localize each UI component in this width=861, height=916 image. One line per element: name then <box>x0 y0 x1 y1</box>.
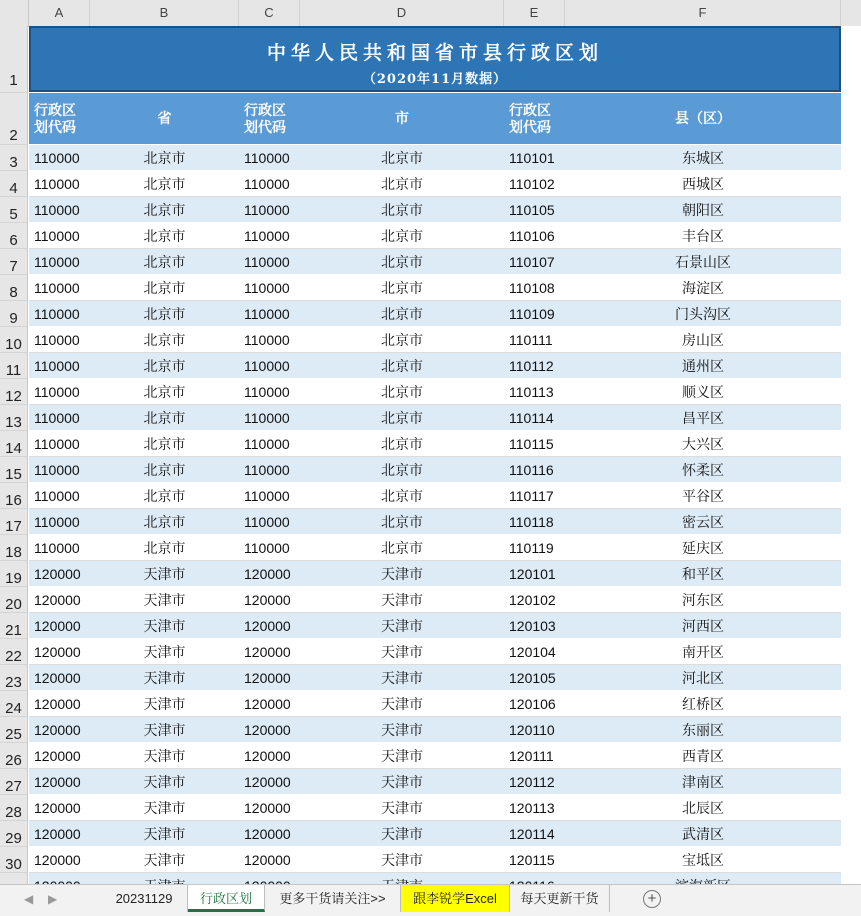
row-header[interactable]: 13 <box>0 405 28 431</box>
cell-e[interactable]: 120114 <box>509 826 555 842</box>
cell-b[interactable]: 天津市 <box>143 696 186 712</box>
cell-a[interactable]: 120000 <box>34 670 81 686</box>
cell-f[interactable]: 怀柔区 <box>682 462 724 478</box>
row-header-1[interactable]: 1 <box>0 26 28 93</box>
cell-f[interactable]: 河西区 <box>682 618 724 634</box>
header-province[interactable] <box>90 93 239 144</box>
cell-b[interactable]: 北京市 <box>143 228 186 244</box>
table-row <box>29 483 841 509</box>
cell-f[interactable]: 西城区 <box>682 176 724 192</box>
sheet-tab[interactable]: 更多干货请关注>> <box>265 885 401 912</box>
select-all-corner[interactable] <box>0 0 29 26</box>
cell-f[interactable]: 密云区 <box>682 514 724 530</box>
sheet-tab[interactable]: 20231129 <box>101 885 188 912</box>
cell-b[interactable]: 天津市 <box>143 774 186 790</box>
table-row <box>29 613 841 639</box>
cell-a[interactable]: 110000 <box>34 176 80 192</box>
column-header-e[interactable]: E <box>504 0 565 26</box>
cell-e[interactable]: 110108 <box>509 280 555 296</box>
cell-d[interactable]: 北京市 <box>381 202 423 218</box>
cell-a[interactable]: 110000 <box>34 306 80 322</box>
triangle-right-icon[interactable]: ▶ <box>48 892 58 906</box>
cell-e[interactable]: 120111 <box>509 748 554 764</box>
cell-d[interactable]: 天津市 <box>381 592 423 608</box>
cell-b[interactable]: 北京市 <box>143 514 186 530</box>
cell-a[interactable]: 120000 <box>34 774 81 790</box>
cell-b[interactable]: 北京市 <box>143 488 186 504</box>
row-header[interactable]: 16 <box>0 483 28 509</box>
cell-b[interactable]: 天津市 <box>143 592 186 608</box>
cell-c[interactable]: 110000 <box>244 436 290 452</box>
cell-e[interactable]: 120110 <box>509 722 555 738</box>
sheet-tab[interactable]: 行政区划 <box>188 885 265 912</box>
table-row <box>29 457 841 483</box>
column-header-c[interactable]: C <box>239 0 300 26</box>
row-header[interactable]: 15 <box>0 457 28 483</box>
cell-a[interactable]: 110000 <box>34 254 80 270</box>
cell-f[interactable]: 顺义区 <box>682 384 724 400</box>
table-row <box>29 275 841 301</box>
column-header-a[interactable]: A <box>29 0 90 26</box>
cell-d[interactable]: 北京市 <box>381 410 423 426</box>
header-code-county[interactable] <box>509 93 569 144</box>
row-header[interactable]: 11 <box>0 353 28 379</box>
row-header-2[interactable]: 2 <box>0 93 28 145</box>
table-row <box>29 691 841 717</box>
sheet-tab[interactable]: 每天更新干货 <box>510 885 610 912</box>
cell-f[interactable]: 武清区 <box>682 826 724 842</box>
cell-c[interactable]: 110000 <box>244 410 290 426</box>
cell-e[interactable]: 110109 <box>509 306 555 322</box>
cell-a[interactable]: 110000 <box>34 202 80 218</box>
cell-d[interactable]: 北京市 <box>381 332 423 348</box>
cell-c[interactable]: 110000 <box>244 514 290 530</box>
cell-e[interactable]: 110101 <box>509 150 555 166</box>
cell-b[interactable]: 北京市 <box>143 306 186 322</box>
cell-a[interactable]: 120000 <box>34 800 81 816</box>
row-header[interactable]: 14 <box>0 431 28 457</box>
cell-a[interactable]: 120000 <box>34 566 81 582</box>
cell-e[interactable]: 110112 <box>509 358 554 374</box>
table-row <box>29 665 841 691</box>
cell-c[interactable]: 120000 <box>244 800 291 816</box>
cell-c[interactable]: 120000 <box>244 774 291 790</box>
cell-d[interactable]: 北京市 <box>381 462 423 478</box>
cell-c[interactable]: 110000 <box>244 306 290 322</box>
table-row <box>29 561 841 587</box>
row-header[interactable]: 9 <box>0 301 28 327</box>
row-header[interactable]: 19 <box>0 561 28 587</box>
row-header[interactable]: 8 <box>0 275 28 301</box>
cell-e[interactable]: 120106 <box>509 696 556 712</box>
row-header[interactable]: 18 <box>0 535 28 561</box>
column-header-d[interactable]: D <box>300 0 504 26</box>
cell-a[interactable]: 110000 <box>34 280 80 296</box>
cell-f[interactable]: 房山区 <box>682 332 724 348</box>
table-row <box>29 431 841 457</box>
row-header[interactable]: 10 <box>0 327 28 353</box>
cell-e[interactable]: 110116 <box>509 462 554 478</box>
cell-f[interactable]: 平谷区 <box>682 488 724 504</box>
cell-e[interactable]: 120102 <box>509 592 556 608</box>
header-text: 划代码 <box>509 118 551 135</box>
header-text: 划代码 <box>244 118 286 135</box>
sheet-title: 中华人民共和国省市县行政区划 <box>266 42 603 64</box>
sheet-title-cell[interactable] <box>29 26 841 92</box>
cell-b[interactable]: 天津市 <box>143 566 186 582</box>
cell-c[interactable]: 120000 <box>244 696 291 712</box>
table-row <box>29 405 841 431</box>
cell-d[interactable]: 天津市 <box>381 774 423 790</box>
cell-e[interactable]: 120101 <box>509 566 556 582</box>
cell-c[interactable]: 110000 <box>244 254 290 270</box>
cell-e[interactable]: 110117 <box>509 488 554 504</box>
cell-a[interactable]: 120000 <box>34 644 81 660</box>
cell-b[interactable]: 天津市 <box>143 644 186 660</box>
table-row <box>29 795 841 821</box>
cell-b[interactable]: 天津市 <box>143 852 186 868</box>
vertical-scroll-area[interactable] <box>841 26 861 884</box>
cell-b[interactable]: 北京市 <box>143 202 186 218</box>
cell-b[interactable]: 北京市 <box>143 280 186 296</box>
cell-e[interactable]: 110119 <box>509 540 554 556</box>
cell-b[interactable]: 北京市 <box>143 540 186 556</box>
cell-b[interactable]: 天津市 <box>143 800 186 816</box>
cell-d[interactable]: 北京市 <box>381 436 423 452</box>
cell-f[interactable]: 延庆区 <box>682 540 724 556</box>
column-header-bar <box>0 0 861 27</box>
cell-d[interactable]: 北京市 <box>381 150 423 166</box>
cell-e[interactable]: 110113 <box>509 384 554 400</box>
header-city[interactable] <box>300 93 504 144</box>
row-header[interactable]: 6 <box>0 223 28 249</box>
table-row <box>29 717 841 743</box>
cell-a[interactable]: 110000 <box>34 514 80 530</box>
column-header-b[interactable]: B <box>90 0 239 26</box>
cell-c[interactable]: 120000 <box>244 618 291 634</box>
cell-d[interactable]: 天津市 <box>381 852 423 868</box>
cell-a[interactable]: 110000 <box>34 462 80 478</box>
cell-f[interactable]: 石景山区 <box>675 254 731 270</box>
cell-c[interactable]: 120000 <box>244 670 291 686</box>
cell-c[interactable]: 110000 <box>244 280 290 296</box>
header-county[interactable] <box>565 93 841 144</box>
cell-c[interactable]: 110000 <box>244 462 290 478</box>
cell-f[interactable]: 大兴区 <box>682 436 724 452</box>
cell-f[interactable]: 东丽区 <box>682 722 724 738</box>
cell-c[interactable]: 120000 <box>244 826 291 842</box>
cell-e[interactable]: 110118 <box>509 514 554 530</box>
table-row <box>29 249 841 275</box>
cell-a[interactable]: 110000 <box>34 410 80 426</box>
cell-f[interactable]: 红桥区 <box>682 696 724 712</box>
row-header[interactable]: 26 <box>0 743 28 769</box>
table-row <box>29 535 841 561</box>
table-row <box>29 769 841 795</box>
cell-c[interactable]: 120000 <box>244 722 291 738</box>
cell-d[interactable]: 北京市 <box>381 358 423 374</box>
row-header[interactable]: 30 <box>0 847 28 873</box>
cell-a[interactable]: 110000 <box>34 150 80 166</box>
cell-a[interactable]: 120000 <box>34 826 81 842</box>
cell-f[interactable]: 门头沟区 <box>675 306 731 322</box>
cell-f[interactable]: 北辰区 <box>682 800 724 816</box>
cell-d[interactable]: 天津市 <box>381 826 423 842</box>
cell-b[interactable]: 北京市 <box>143 254 186 270</box>
cell-e[interactable]: 110105 <box>509 202 555 218</box>
cell-f[interactable]: 南开区 <box>682 644 724 660</box>
table-row <box>29 743 841 769</box>
cell-e[interactable]: 120104 <box>509 644 556 660</box>
cell-e[interactable]: 120105 <box>509 670 556 686</box>
cell-e[interactable]: 110115 <box>509 436 554 452</box>
table-header-row <box>29 93 841 144</box>
cell-c[interactable]: 120000 <box>244 852 291 868</box>
cell-b[interactable]: 北京市 <box>143 332 186 348</box>
cell-b[interactable]: 北京市 <box>143 150 186 166</box>
cell-c[interactable]: 110000 <box>244 332 290 348</box>
cell-c[interactable]: 110000 <box>244 202 290 218</box>
cell-c[interactable]: 120000 <box>244 644 291 660</box>
cell-f[interactable]: 通州区 <box>682 358 724 374</box>
cell-f[interactable]: 海淀区 <box>682 280 724 296</box>
cell-a[interactable]: 120000 <box>34 852 81 868</box>
data-grid <box>29 145 841 899</box>
cell-e[interactable]: 120115 <box>509 852 555 868</box>
cell-b[interactable]: 天津市 <box>143 748 186 764</box>
cell-a[interactable]: 120000 <box>34 748 81 764</box>
cell-d[interactable]: 天津市 <box>381 644 423 660</box>
row-header[interactable]: 25 <box>0 717 28 743</box>
row-header[interactable]: 23 <box>0 665 28 691</box>
cell-e[interactable]: 110106 <box>509 228 555 244</box>
header-text: 行政区 <box>34 101 76 118</box>
cell-c[interactable]: 110000 <box>244 150 290 166</box>
cell-f[interactable]: 津南区 <box>682 774 724 790</box>
cell-c[interactable]: 110000 <box>244 176 290 192</box>
cell-a[interactable]: 110000 <box>34 488 80 504</box>
cell-c[interactable]: 110000 <box>244 488 290 504</box>
cell-a[interactable]: 120000 <box>34 696 81 712</box>
cell-b[interactable]: 北京市 <box>143 436 186 452</box>
cell-d[interactable]: 北京市 <box>381 488 423 504</box>
cell-b[interactable]: 北京市 <box>143 358 186 374</box>
row-header[interactable]: 24 <box>0 691 28 717</box>
table-row <box>29 327 841 353</box>
cell-d[interactable]: 北京市 <box>381 228 423 244</box>
cell-e[interactable]: 120103 <box>509 618 556 634</box>
table-row <box>29 639 841 665</box>
cell-f[interactable]: 宝坻区 <box>682 852 724 868</box>
header-code-city[interactable] <box>244 93 304 144</box>
cell-d[interactable]: 北京市 <box>381 176 423 192</box>
row-header[interactable]: 12 <box>0 379 28 405</box>
table-row <box>29 301 841 327</box>
cell-d[interactable]: 天津市 <box>381 748 423 764</box>
table-row <box>29 353 841 379</box>
row-header[interactable]: 7 <box>0 249 28 275</box>
cell-b[interactable]: 天津市 <box>143 670 186 686</box>
row-header[interactable]: 28 <box>0 795 28 821</box>
cell-b[interactable]: 北京市 <box>143 410 186 426</box>
cell-d[interactable]: 北京市 <box>381 306 423 322</box>
cell-a[interactable]: 110000 <box>34 436 80 452</box>
sheet-tab[interactable]: 跟李锐学Excel <box>401 885 510 912</box>
cell-a[interactable]: 120000 <box>34 722 81 738</box>
row-header[interactable]: 21 <box>0 613 28 639</box>
cell-d[interactable]: 天津市 <box>381 696 423 712</box>
cell-c[interactable]: 120000 <box>244 566 291 582</box>
cell-d[interactable]: 北京市 <box>381 384 423 400</box>
cell-d[interactable]: 北京市 <box>381 514 423 530</box>
table-row <box>29 847 841 873</box>
header-text: 划代码 <box>34 118 76 135</box>
cell-c[interactable]: 110000 <box>244 384 290 400</box>
cell-d[interactable]: 北京市 <box>381 254 423 270</box>
cell-a[interactable]: 110000 <box>34 540 80 556</box>
cell-a[interactable]: 110000 <box>34 358 80 374</box>
table-row <box>29 509 841 535</box>
table-row <box>29 379 841 405</box>
cell-c[interactable]: 120000 <box>244 592 291 608</box>
cell-d[interactable]: 天津市 <box>381 566 423 582</box>
cell-e[interactable]: 120113 <box>509 800 555 816</box>
cell-c[interactable]: 120000 <box>244 748 291 764</box>
cell-a[interactable]: 110000 <box>34 228 80 244</box>
cell-e[interactable]: 110107 <box>509 254 555 270</box>
row-header[interactable]: 22 <box>0 639 28 665</box>
cell-c[interactable]: 110000 <box>244 358 290 374</box>
table-row <box>29 821 841 847</box>
table-row <box>29 145 841 171</box>
header-text: 省 <box>157 110 172 126</box>
column-header-f[interactable]: F <box>565 0 841 26</box>
cell-b[interactable]: 天津市 <box>143 722 186 738</box>
header-text: 行政区 <box>244 101 286 118</box>
cell-b[interactable]: 北京市 <box>143 176 186 192</box>
cell-f[interactable]: 西青区 <box>682 748 724 764</box>
cell-f[interactable]: 和平区 <box>682 566 724 582</box>
cell-b[interactable]: 北京市 <box>143 462 186 478</box>
row-header[interactable]: 4 <box>0 171 28 197</box>
cell-b[interactable]: 北京市 <box>143 384 186 400</box>
cell-e[interactable]: 120112 <box>509 774 555 790</box>
cell-a[interactable]: 120000 <box>34 618 81 634</box>
row-header[interactable]: 27 <box>0 769 28 795</box>
header-code-province[interactable] <box>34 93 94 144</box>
cell-f[interactable]: 昌平区 <box>682 410 724 426</box>
cell-b[interactable]: 天津市 <box>143 618 186 634</box>
row-header[interactable]: 29 <box>0 821 28 847</box>
header-text: 县（区） <box>675 110 731 126</box>
cell-f[interactable]: 东城区 <box>682 150 724 166</box>
triangle-left-icon[interactable]: ◀ <box>24 892 34 906</box>
sheet-tab-bar <box>0 884 861 916</box>
cell-d[interactable]: 北京市 <box>381 280 423 296</box>
cell-d[interactable]: 北京市 <box>381 540 423 556</box>
cell-c[interactable]: 110000 <box>244 228 290 244</box>
cell-c[interactable]: 110000 <box>244 540 290 556</box>
cell-a[interactable]: 120000 <box>34 592 81 608</box>
header-text: 行政区 <box>509 101 551 118</box>
plus-circle-icon[interactable]: + <box>643 890 661 908</box>
sheet-subtitle: （2020年11月数据） <box>362 72 508 87</box>
cell-f[interactable]: 朝阳区 <box>682 202 724 218</box>
cell-a[interactable]: 110000 <box>34 384 80 400</box>
row-header[interactable]: 5 <box>0 197 28 223</box>
cell-e[interactable]: 110114 <box>509 410 554 426</box>
header-text: 市 <box>395 110 409 126</box>
table-row <box>29 197 841 223</box>
cell-e[interactable]: 110102 <box>509 176 555 192</box>
row-header[interactable]: 17 <box>0 509 28 535</box>
row-header[interactable]: 20 <box>0 587 28 613</box>
cell-e[interactable]: 110111 <box>509 332 553 348</box>
table-row <box>29 223 841 249</box>
cell-f[interactable]: 丰台区 <box>682 228 724 244</box>
cell-d[interactable]: 天津市 <box>381 800 423 816</box>
cell-b[interactable]: 天津市 <box>143 826 186 842</box>
cell-d[interactable]: 天津市 <box>381 722 423 738</box>
cell-f[interactable]: 河东区 <box>682 592 724 608</box>
table-row <box>29 587 841 613</box>
row-header[interactable]: 3 <box>0 145 28 171</box>
cell-a[interactable]: 110000 <box>34 332 80 348</box>
table-row <box>29 171 841 197</box>
cell-f[interactable]: 河北区 <box>682 670 724 686</box>
cell-d[interactable]: 天津市 <box>381 670 423 686</box>
cell-d[interactable]: 天津市 <box>381 618 423 634</box>
